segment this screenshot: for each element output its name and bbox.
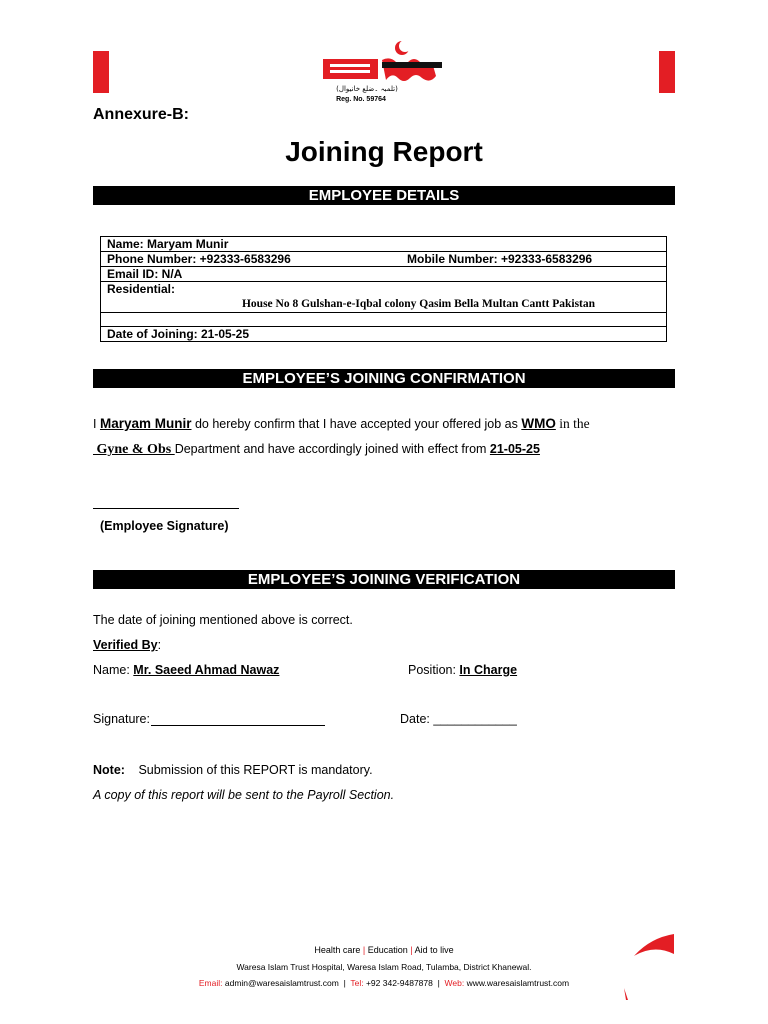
note-label: Note:	[93, 763, 125, 777]
section-employee-details: EMPLOYEE DETAILS	[93, 186, 675, 205]
confirm-prefix: I	[93, 417, 97, 431]
verifier-name-row	[93, 663, 279, 677]
employee-details-table	[100, 236, 667, 342]
email-id: Email ID: N/A	[101, 267, 667, 282]
footer-tag-education: Education	[367, 945, 408, 955]
date-of-joining: Date of Joining: 21-05-25	[101, 327, 667, 342]
verifier-signature-label: Signature:	[93, 712, 150, 726]
page-title: Joining Report	[285, 136, 483, 167]
logo-mark-icon	[322, 38, 450, 88]
employee-name: Name: Maryam Munir	[107, 237, 229, 251]
verified-by-label: Verified By	[93, 638, 158, 652]
right-red-bar	[659, 51, 675, 93]
confirmation-line-2	[93, 442, 540, 458]
footer-tel-label: Tel:	[350, 978, 364, 988]
note-row	[93, 763, 373, 777]
footer-email-label: Email:	[198, 978, 223, 988]
registration-number: Reg. No. 59764	[336, 96, 386, 103]
footer-web-link[interactable]: www.waresaislamtrust.com	[464, 978, 570, 988]
footer-email-link[interactable]: admin@waresaislamtrust.com	[222, 978, 339, 988]
employee-signature-line	[93, 508, 239, 509]
confirm-middle: do hereby confirm that I have accepted your offered job as	[191, 417, 522, 431]
payroll-note: A copy of this report will be sent to the Payroll Section.	[93, 788, 395, 802]
mobile-number: Mobile Number: +92333-6583296	[401, 252, 667, 267]
footer-tags	[0, 945, 768, 955]
verifier-position-value: In Charge	[459, 663, 518, 677]
verifier-position-label: Position:	[408, 663, 460, 677]
footer-web-label: Web:	[444, 978, 465, 988]
phone-number: Phone Number: +92333-6583296	[101, 252, 402, 267]
footer-tag-healthcare: Health care	[314, 945, 361, 955]
verifier-name-value: Mr. Saeed Ahmad Nawaz	[133, 663, 280, 677]
confirmation-line-1	[93, 416, 590, 432]
footer-contacts	[0, 978, 768, 988]
section-joining-verification: EMPLOYEE’S JOINING VERIFICATION	[93, 570, 675, 589]
verifier-signature-line	[151, 725, 325, 726]
footer-address: Waresa Islam Trust Hospital, Waresa Islam Road, Tulamba, District Khanewal.	[236, 962, 532, 972]
confirm-effective-date: 21-05-25	[489, 442, 540, 456]
employee-signature-label: (Employee Signature)	[100, 519, 229, 533]
verification-date: Date: ____________	[400, 712, 517, 726]
footer-separator: |	[437, 978, 440, 988]
residential-address: House No 8 Gulshan-e-Iqbal colony Qasim Bella Multan Cantt Pakistan	[241, 298, 596, 310]
blank-row	[101, 313, 667, 327]
confirm-employee-name: Maryam Munir	[99, 416, 192, 431]
footer-separator: |	[362, 945, 366, 955]
footer-separator: |	[410, 945, 413, 955]
section-joining-confirmation: EMPLOYEE’S JOINING CONFIRMATION	[93, 369, 675, 388]
logo-subtitle: (تلمبہ ۔ضلع خانیوال)	[336, 85, 398, 93]
residential-label: Residential:	[101, 282, 667, 297]
verified-by-colon: :	[157, 638, 162, 652]
verifier-name-label: Name:	[93, 663, 134, 677]
footer-tel: +92 342-9487878	[363, 978, 433, 988]
verification-statement: The date of joining mentioned above is correct.	[93, 613, 353, 627]
footer-separator: |	[343, 978, 346, 988]
note-text: Submission of this REPORT is mandatory.	[138, 763, 373, 777]
confirm-middle-2: Department and have accordingly joined with effect from	[174, 442, 490, 456]
verified-by-row	[93, 638, 161, 652]
footer-tag-aid: Aid to live	[414, 945, 454, 955]
verifier-position-row	[408, 663, 517, 677]
confirm-suffix: in the	[555, 416, 590, 431]
confirm-job: WMO	[521, 416, 556, 431]
annexure-label: Annexure-B:	[93, 106, 190, 123]
left-red-bar	[93, 51, 109, 93]
confirm-department: Gyne & Obs	[93, 442, 175, 457]
